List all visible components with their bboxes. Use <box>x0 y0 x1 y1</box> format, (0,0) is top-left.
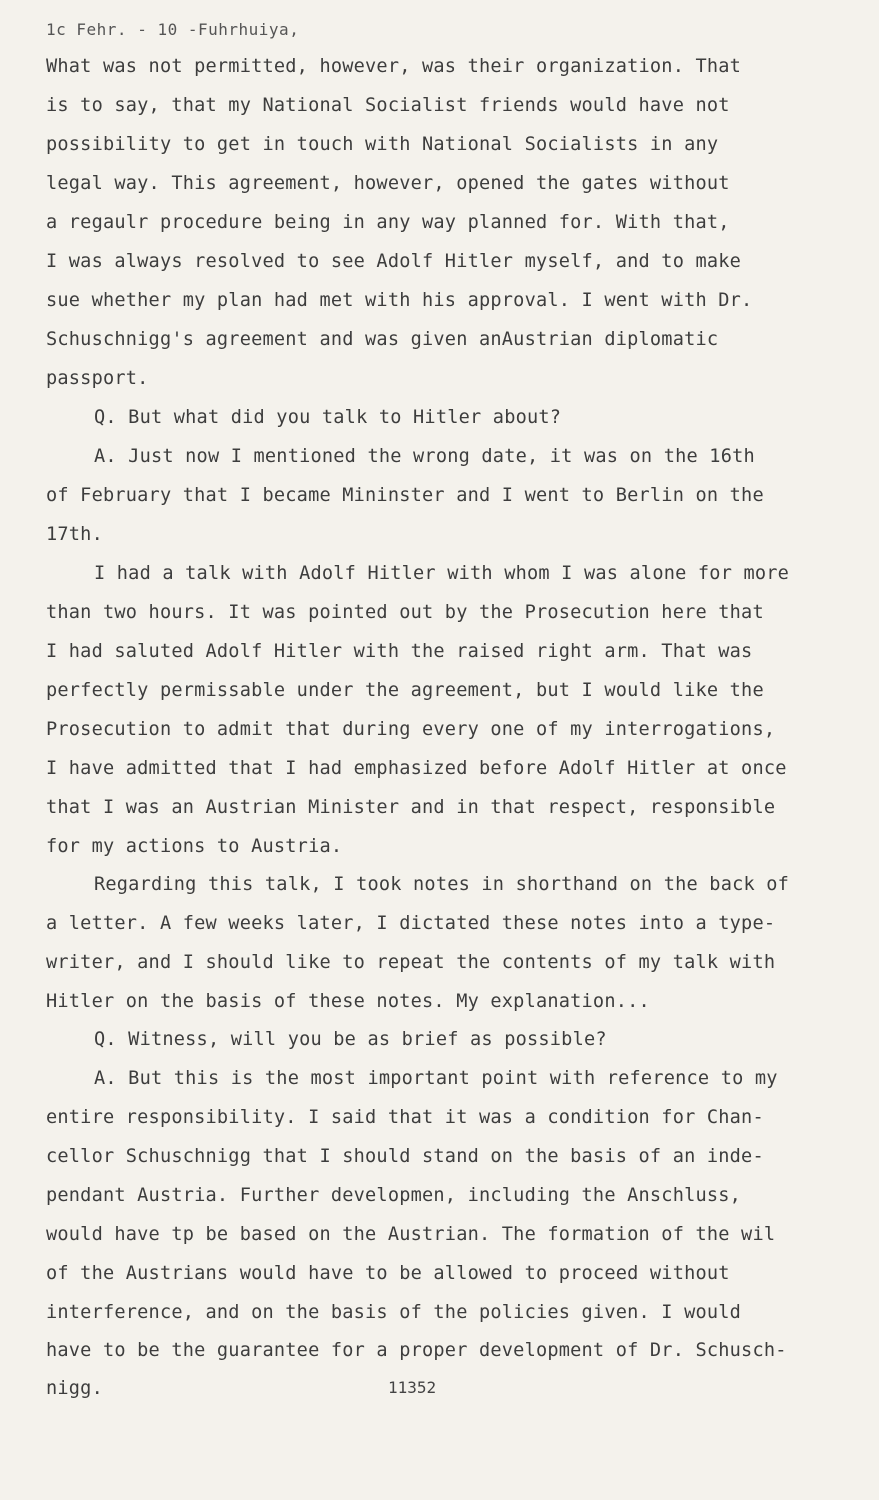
text-line: interference, and on the basis of the policies given. I would <box>46 1302 742 1323</box>
text-line: sue whether my plan had met with his approval. I went with Dr. <box>46 290 753 311</box>
text-line: would have tp be based on the Austrian. The formation of the wil <box>46 1224 776 1245</box>
text-line: I had saluted Adolf Hitler with the raised right arm. That was <box>46 641 753 662</box>
text-line: a regaulr procedure being in any way planned for. With that, <box>46 212 730 233</box>
text-line: is to say, that my National Socialist friends would have not <box>46 95 730 116</box>
text-line: perfectly permissable under the agreement, but I would like the <box>46 680 764 701</box>
text-line: writer, and I should like to repeat the contents of my talk with <box>46 952 776 973</box>
text-line: pendant Austria. Further developmen, including the Anschluss, <box>46 1185 742 1206</box>
text-line: passport. <box>46 368 149 389</box>
running-header: 1c Fehr. - 10 -Fuhrhuiya, <box>46 20 300 39</box>
page-number: 11352 <box>388 1378 437 1397</box>
text-line: I was always resolved to see Adolf Hitler myself, and to make <box>46 251 742 272</box>
text-line: of February that I became Mininster and I went to Berlin on the <box>46 485 764 506</box>
text-line: A. Just now I mentioned the wrong date, it was on the 16th <box>94 446 755 467</box>
text-line: than two hours. It was pointed out by the Prosecution here that <box>46 602 764 623</box>
text-line: What was not permitted, however, was their organization. That <box>46 56 742 77</box>
text-line: A. But this is the most important point with reference to my <box>94 1068 778 1089</box>
text-line: I had a talk with Adolf Hitler with whom I was alone for more <box>94 563 790 584</box>
text-line: that I was an Austrian Minister and in that respect, responsible <box>46 797 776 818</box>
text-line: nigg. <box>46 1378 103 1399</box>
text-line: legal way. This agreement, however, opened the gates without <box>46 173 730 194</box>
text-line: for my actions to Austria. <box>46 836 343 857</box>
text-line: possibility to get in touch with National Socialists in any <box>46 134 719 155</box>
text-line: Q. But what did you talk to Hitler about? <box>94 407 562 428</box>
text-line: a letter. A few weeks later, I dictated these notes into a type- <box>46 913 776 934</box>
text-line: 17th. <box>46 524 103 545</box>
text-line: of the Austrians would have to be allowed to proceed without <box>46 1263 730 1284</box>
text-line: Q. Witness, will you be as brief as possible? <box>94 1029 607 1050</box>
text-line: Regarding this talk, I took notes in shorthand on the back of <box>94 874 790 895</box>
text-line: I have admitted that I had emphasized before Adolf Hitler at once <box>46 758 787 779</box>
text-line: have to be the guarantee for a proper development of Dr. Schusch- <box>46 1340 787 1361</box>
text-line: entire responsibility. I said that it was a condition for Chan- <box>46 1107 764 1128</box>
text-line: cellor Schuschnigg that I should stand on the basis of an inde- <box>46 1146 764 1167</box>
text-line: Hitler on the basis of these notes. My explanation... <box>46 991 650 1012</box>
text-line: Prosecution to admit that during every one of my interrogations, <box>46 719 776 740</box>
text-line: Schuschnigg's agreement and was given anAustrian diplomatic <box>46 329 719 350</box>
